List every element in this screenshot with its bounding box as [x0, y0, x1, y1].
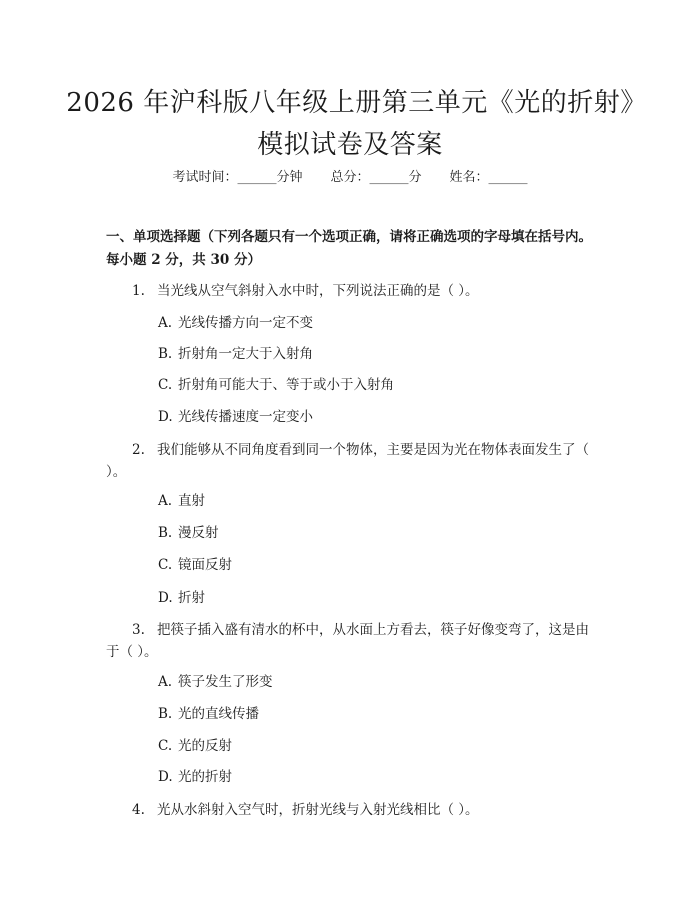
option-text: 筷子发生了形变	[178, 674, 273, 690]
question-4	[106, 799, 596, 821]
option-text: 折射角可能大于、等于或小于入射角	[178, 377, 394, 393]
question-text: 把筷子插入盛有清水的杯中，从水面上方看去，筷子好像变弯了，这是由于（ ）。	[106, 622, 589, 660]
question-3-option-d	[158, 767, 232, 787]
option-letter: A.	[158, 315, 173, 331]
document-title: 2026 年沪科版八年级上册第三单元《光的折射》模拟试卷及答案	[66, 88, 634, 160]
question-3-option-b	[158, 704, 259, 724]
question-number: 2.	[132, 442, 145, 458]
question-3-option-c	[158, 736, 232, 756]
option-text: 漫反射	[178, 525, 219, 541]
option-letter: D.	[158, 590, 173, 606]
option-text: 光的折射	[178, 769, 232, 785]
question-number: 4.	[132, 802, 145, 818]
option-text: 光线传播速度一定变小	[178, 409, 313, 425]
question-2-option-d	[158, 588, 205, 608]
option-text: 直射	[178, 493, 205, 509]
student-name-field: 姓名：______	[449, 170, 528, 185]
option-letter: C.	[158, 738, 173, 754]
option-text: 光的反射	[178, 738, 232, 754]
question-1-option-c	[158, 375, 394, 395]
question-2-option-a	[158, 491, 205, 511]
question-3-option-a	[158, 672, 273, 692]
option-letter: A.	[158, 674, 173, 690]
question-2-option-c	[158, 555, 232, 575]
option-text: 镜面反射	[178, 557, 232, 573]
question-number: 1.	[132, 283, 145, 299]
question-1-option-d	[158, 407, 313, 427]
option-letter: B.	[158, 346, 173, 362]
exam-time-field: 考试时间：______分钟	[172, 170, 303, 185]
option-letter: D.	[158, 769, 173, 785]
option-text: 折射	[178, 590, 205, 606]
option-letter: A.	[158, 493, 173, 509]
option-letter: D.	[158, 409, 173, 425]
option-letter: B.	[158, 706, 173, 722]
option-text: 光的直线传播	[178, 706, 259, 722]
option-letter: C.	[158, 377, 173, 393]
question-2-option-b	[158, 523, 219, 543]
question-text: 我们能够从不同角度看到同一个物体，主要是因为光在物体表面发生了（ ）。	[106, 442, 589, 480]
exam-meta	[0, 168, 700, 188]
option-text: 光线传播方向一定不变	[178, 315, 313, 331]
option-letter: C.	[158, 557, 173, 573]
question-text: 当光线从空气斜射入水中时，下列说法正确的是（ ）。	[157, 283, 479, 299]
option-text: 折射角一定大于入射角	[178, 346, 313, 362]
total-score-field: 总分：______分	[330, 170, 422, 185]
option-letter: B.	[158, 525, 173, 541]
question-1-option-a	[158, 313, 313, 333]
question-1-option-b	[158, 344, 313, 364]
section-heading: 一、单项选择题（下列各题只有一个选项正确，请将正确选项的字母填在括号内。每小题 2 分，共 30 分）	[106, 229, 592, 268]
question-1	[106, 280, 596, 302]
question-2	[106, 439, 596, 483]
question-3	[106, 619, 596, 663]
question-number: 3.	[132, 622, 145, 638]
question-text: 光从水斜射入空气时，折射光线与入射光线相比（ ）。	[157, 802, 479, 818]
